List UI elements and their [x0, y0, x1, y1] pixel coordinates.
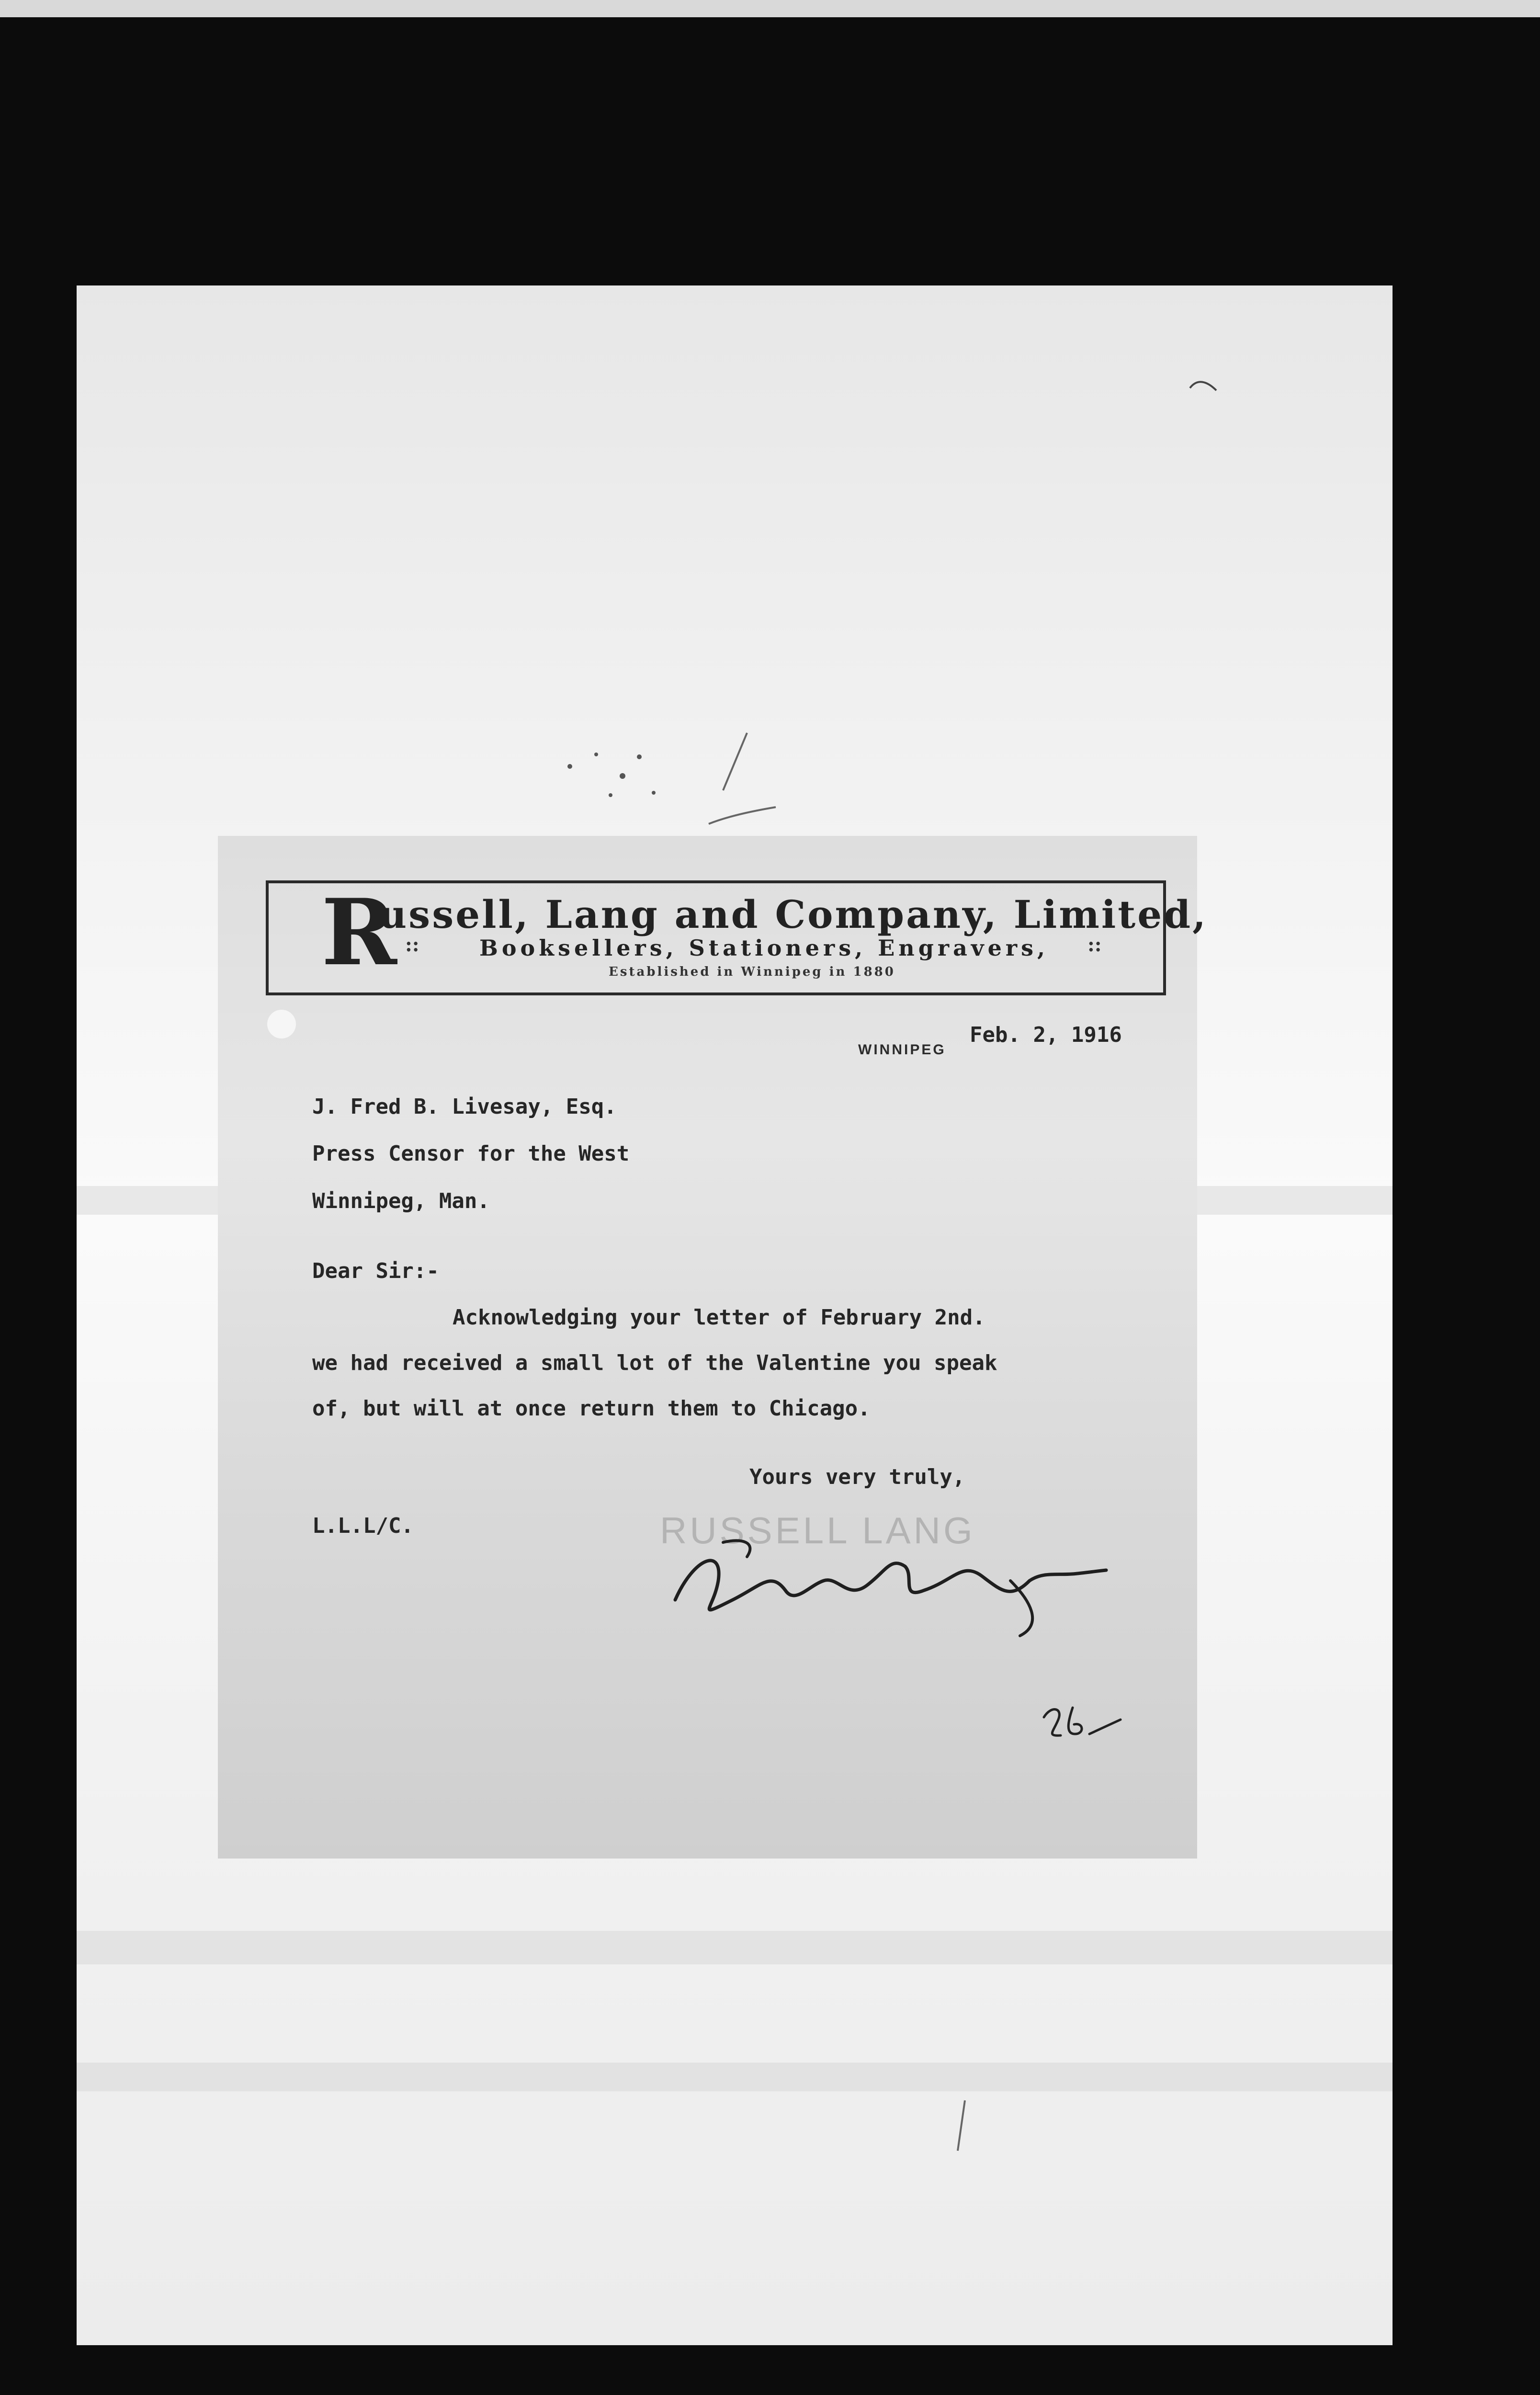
typist-initials: L.L.L/C.: [312, 1514, 414, 1538]
recipient-line: J. Fred B. Livesay, Esq.: [312, 1095, 617, 1119]
body-line: Acknowledging your letter of February 2nd.: [453, 1305, 985, 1330]
recipient-line: Press Censor for the West: [312, 1141, 630, 1166]
letterhead: [266, 879, 1208, 995]
letter-place: WINNIPEG: [858, 1042, 946, 1058]
stray-line: [953, 2098, 972, 2156]
letterhead-initial: R: [321, 879, 397, 986]
recipient-line: Winnipeg, Man.: [312, 1189, 490, 1213]
scan-band: [77, 1931, 1393, 1964]
film-top-edge: [0, 0, 1540, 17]
company-established: Established in Winnipeg in 1880: [609, 965, 895, 979]
name-stamp: RUSSELL LANG: [660, 1509, 975, 1551]
page-annotation: [1037, 1698, 1132, 1751]
company-trades: Booksellers, Stationers, Engravers,: [479, 935, 1049, 961]
closing: Yours very truly,: [749, 1465, 965, 1489]
company-name: ussell, Lang and Company, Limited,: [379, 892, 1208, 937]
body-line: we had received a small lot of the Valentine you speak: [312, 1351, 997, 1375]
signature: [666, 1528, 1125, 1643]
letterhead-dots-right: ::: [1087, 934, 1102, 956]
body-line: of, but will at once return them to Chicago.: [312, 1396, 871, 1421]
punch-hole: [267, 1010, 296, 1038]
corner-mark: [1188, 374, 1226, 398]
letterhead-dots-left: ::: [405, 934, 419, 956]
stray-ink-marks: [551, 728, 800, 833]
letter-date: Feb. 2, 1916: [970, 1023, 1122, 1047]
scan-band: [77, 2063, 1393, 2091]
salutation: Dear Sir:-: [312, 1259, 439, 1283]
